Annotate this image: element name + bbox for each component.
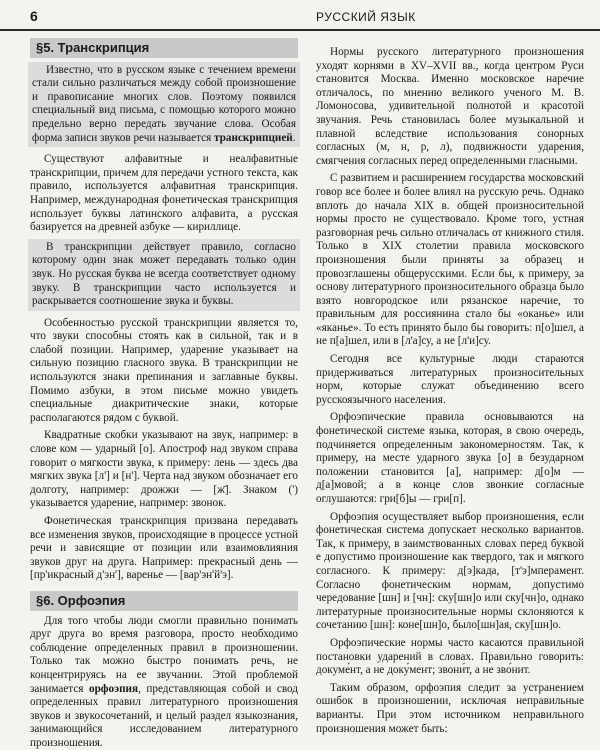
right-paragraph-7: Таким образом, орфоэпия следит за устранением ошибок в произношении, исключая неправильные варианты. При этом источником неправильного произношения может быть: [316,681,584,735]
s5-paragraph-5: Квадратные скобки указывают на звук, например: в слове ком — ударный [о]. Апостроф над звуком справа говорит о мягкости звука, к примеру: лень — здесь два мягких звука [л'] и [н']. Черта над звуком обозначает его долготу, например: дрожжи — [ж̄]. Знаком (') указывается ударение, например: звонок. [30,429,298,510]
s6-paragraph-1 [30,615,298,750]
right-paragraph-2: С развитием и расширением государства московский говор все более и более влиял на русскую речь. Однако вплоть до начала XIX в. общей произносительной нормы просто не существовало. Кроме того, устная разговорная речь сильно отличалась от книжного стиля. Только в XIX столетии правила московского произношения были приняты за образец и провозглашены общерусскими. Если бы, к примеру, за основу литературного произносительного образца было взято новгородское или рязанское наречие, то правильным для россиянина стало бы «оканье» или «яканье». То есть принято было бы говорить: п[о]шел, а не п[а]шел, или в [л'а]су, а не [л'и]су. [316,172,584,348]
right-paragraph-1: Нормы русского литературного произношения уходят корнями в XV–XVII вв., когда центром Руси становится Москва. Именно московское наречие отличалось, по мнению великого ученого М. В. Ломоносова, удивительной полнотой и красотой звучания. Речь становилась более музыкальной и плавной вследствие использования сонорных согласных (м, н, р, л), подвижности ударения, смягчения согласных перед определенными гласными. [316,46,584,167]
right-paragraph-3: Сегодня все культурные люди стараются придерживаться литературных произносительных норм, которые служат объединению всего русскоязычного населения. [316,353,584,406]
page-header [0,0,600,32]
s5-p1-text: Известно, что в русском языке с течением времени стали сильно различаться между собой произношение и правописание многих слов. Поэтому появился специальный вид письма, с помощью которого можно предельно верно передать звучание слова. Особая форма записи звуков речи называется [32,63,296,144]
page-number: 6 [30,8,38,24]
right-column [316,46,584,740]
s6-p1-end: , представляющая собой и свод определенных правил литературного произношения звуков и звукосочетаний, и целый раздел языкознания, занимающийся исследованием литературного произношения. [30,682,298,749]
right-paragraph-5: Орфоэпия осуществляет выбор произношения, если фонетическая система допускает несколько вариантов. Так, к примеру, в заимствованных словах перед буквой е допустимо произношение как твердого, так и мягкого согласного. К примеру: д[э]када, [т'э]мперамент. Согласно фонетическим нормам, допустимо чередование [шн] и [чн]: ску[шн]о или ску[чн]о, однако литературные произносительные нормы склоняются к сочетанию [шн]: коне[шн]о, было[шн]ая, ску[шн]о. [316,510,584,632]
term-transcription: транскрипцией [214,131,293,144]
term-orthoepy: орфоэпия [88,682,139,695]
left-column [30,38,298,750]
header-rule [0,29,600,31]
s5-paragraph-6: Фонетическая транскрипция призвана передавать все изменения звуков, происходящие в процессе устной речи и зависящие от позиции или взаимовлияния звуков друг на друга. Например: прекрасный день — [пр'икра́сный д'эн'], варенье — [вар'эн'й'э]. [30,515,298,582]
s5-paragraph-2: Существуют алфавитные и неалфавитные транскрипции, причем для передачи устного текста, как правило, используется алфавитная транскрипция. Например, международная фонетическая транскрипция использует буквы латинского алфавита, а русская базируется на древней азбуке — кириллице. [30,153,298,234]
transcription-definition-box [28,62,300,148]
running-title: РУССКИЙ ЯЗЫК [316,10,416,24]
s5-paragraph-3: В транскрипции действует правило, согласно которому один знак может передавать только один звук. Но русская буква не всегда соответствует одному звуку. В транскрипции часто используется и раскрывается соотношение звука и буквы. [32,240,296,308]
right-paragraph-4: Орфоэпические правила основываются на фонетической системе языка, которая, в свою очередь, подчиняется определенным закономерностям. Так, к примеру, на месте ударного звука [о] в безударном положении становится [а], например: д[о]м — д[а]мовой; а в конце слов звонкие согласные оглушаются: гри[б]ы — гри[п]. [316,411,584,505]
section-6-title: §6. Орфоэпия [30,591,298,611]
s5-p1-end: . [292,131,296,144]
s5-paragraph-4: Особенностью русской транскрипции является то, что звуки способны стоять как в сильной, так и в слабой позиции. Например, ударение указывает на сильную позицию гласного звука. В транскрипции не используются знаки препинания и заглавные буквы. Помимо азбуки, в этом письме можно увидеть специальные диакритические знаки, которые располагаются рядом с буквой. [30,316,298,424]
transcription-rule-box [28,239,300,311]
s6-p1-text: Для того чтобы люди смогли правильно понимать друг друга во время разговора, просто необходимо соблюдение определенных правил в произношении. Только так можно быстро понимать речь, не концентрируясь на ее звучании. Этой проблемой занимается [30,614,298,695]
right-paragraph-6: Орфоэпические нормы часто касаются правильной постановки ударений в словах. Правильно говорить: докуме́нт, а не доку́мент; звони́т, а не зво́нит. [316,636,584,677]
section-5-title: §5. Транскрипция [30,38,298,58]
s5-paragraph-1 [32,64,296,146]
